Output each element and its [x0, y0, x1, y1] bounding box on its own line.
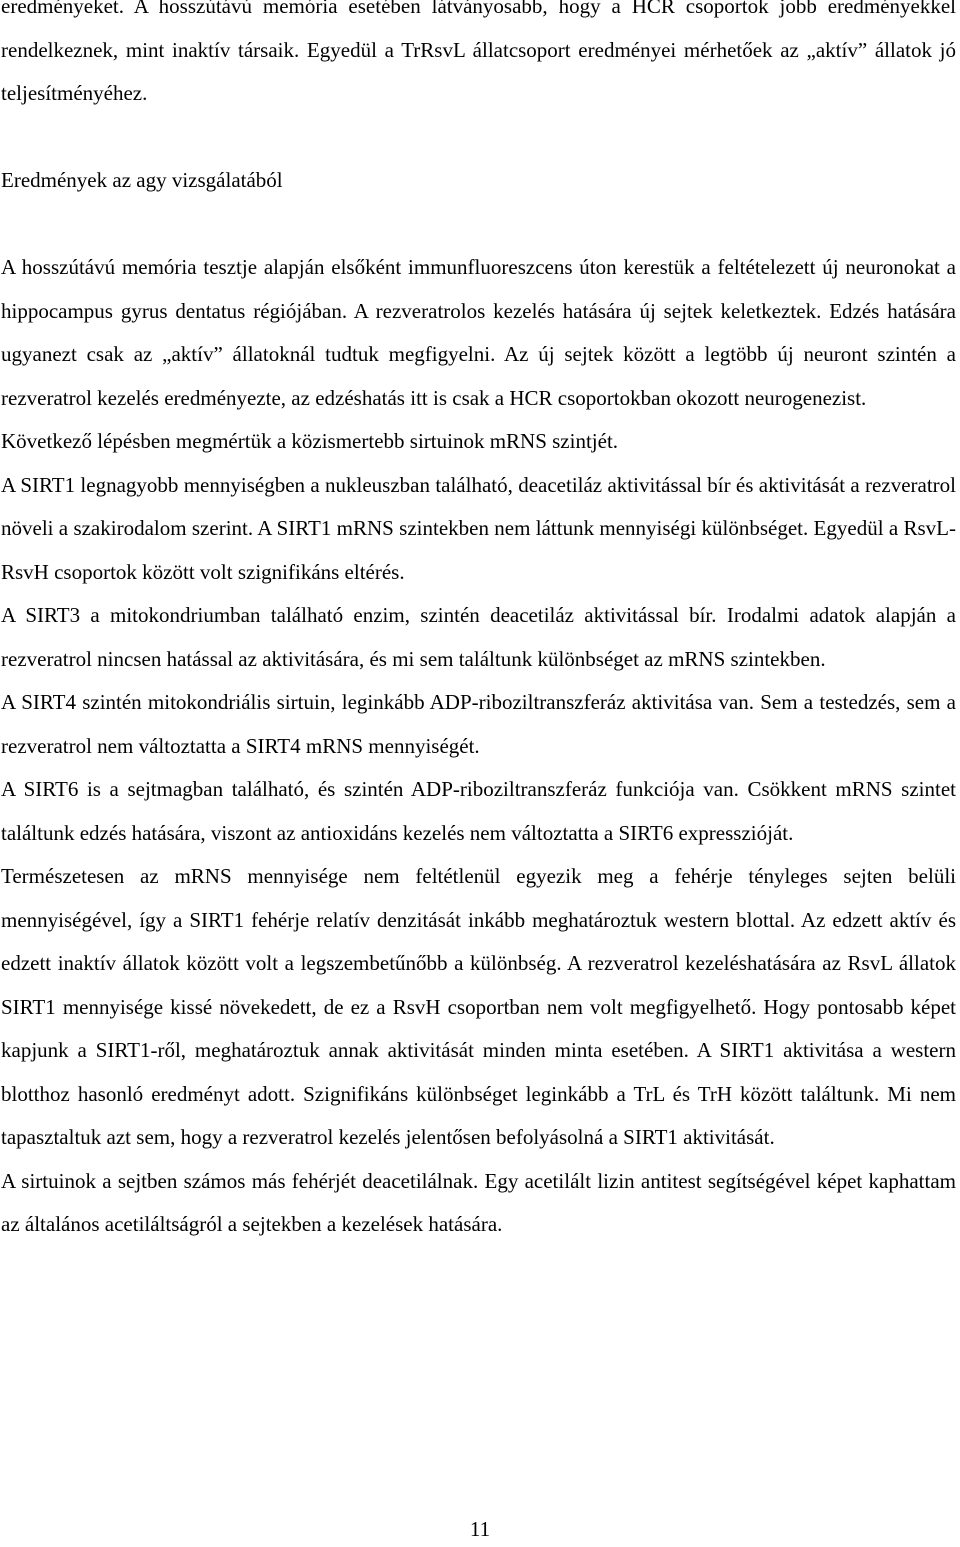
paragraph-acetylation: A sirtuinok a sejtben számos más fehérjét deacetilálnak. Egy acetilált lizin antitest segítségével képet kaphattam az általános acetiláltságról a sejtekben a kezelések hatására.: [1, 1168, 956, 1236]
paragraph-sirt4: A SIRT4 szintén mitokondriális sirtuin, leginkább ADP-riboziltranszferáz aktivitása van. Sem a testedzés, sem a rezveratrol nem változtatta a SIRT4 mRNS mennyiségét.: [1, 690, 956, 758]
paragraph-sirt1-protein: Természetesen az mRNS mennyisége nem feltétlenül egyezik meg a fehérje tényleges sejten belüli mennyiségével, így a SIRT1 fehérje relatív denzitását inkább meghatároztuk western blottal. Az edzett aktív és edzett inaktív állatok között volt a legszembetűnőbb a különbség. A rezveratrol kezeléshatására az RsvL állatok SIRT1 mennyisége kissé növekedett, de ez a RsvH csoportban nem volt megfigyelhető. Hogy pontosabb képet kapjunk a SIRT1-ről, meghatároztuk annak aktivitását minden minta esetében. A SIRT1 aktivitása a western blotthoz hasonló eredményt adott. Szignifikáns különbséget leginkább a TrL és TrH között találtunk. Mi nem tapasztaltuk azt sem, hogy a rezveratrol kezelés jelentősen befolyásolná a SIRT1 aktivitását.: [1, 864, 956, 1149]
paragraph-sirt1: A SIRT1 legnagyobb mennyiségben a nukleuszban található, deacetiláz aktivitással bír és aktivitását a rezveratrol növeli a szakirodalom szerint. A SIRT1 mRNS szintekben nem láttunk mennyiségi különbséget. Egyedül a RsvL-RsvH csoportok között volt szignifikáns eltérés.: [1, 472, 956, 584]
paragraph-sirtuin-intro: Következő lépésben megmértük a közismertebb sirtuinok mRNS szintjét.: [1, 429, 619, 453]
paragraph-neurogenesis: A hosszútávú memória tesztje alapján elsőként immunfluoreszcens úton kerestük a feltételezett új neuronokat a hippocampus gyrus dentatus régiójában. A rezveratrolos kezelés hatására új sejtek keletkeztek. Edzés hatására ugyanezt csak az „aktív” állatoknál tudtuk megfigyelni. Az új sejtek között a legtöbb új neuront szintén a rezveratrol kezelés eredményezte, az edzéshatás itt is csak a HCR csoportokban okozott neurogenezist.: [1, 255, 956, 410]
paragraph-sirt3: A SIRT3 a mitokondriumban található enzim, szintén deacetiláz aktivitással bír. Irodalmi adatok alapján a rezveratrol nincsen hatással az aktivitására, és mi sem találtunk különbséget az mRNS szintekben.: [1, 603, 956, 671]
paragraph-continued: eredményeket. A hosszútávú memória esetében látványosabb, hogy a HCR csoportok jobb eredményekkel rendelkeznek, mint inaktív társaik. Egyedül a TrRsvL állatcsoport eredményei mérhetőek az „aktív” állatok jó teljesítményéhez.: [1, 0, 956, 105]
paragraph-sirt6: A SIRT6 is a sejtmagban található, és szintén ADP-riboziltranszferáz funkciója van. Csökkent mRNS szintet találtunk edzés hatására, viszont az antioxidáns kezelés nem változtatta a SIRT6 expresszióját.: [1, 777, 956, 845]
page-number: 11: [469, 1517, 491, 1541]
section-heading: Eredmények az agy vizsgálatából: [1, 168, 283, 192]
